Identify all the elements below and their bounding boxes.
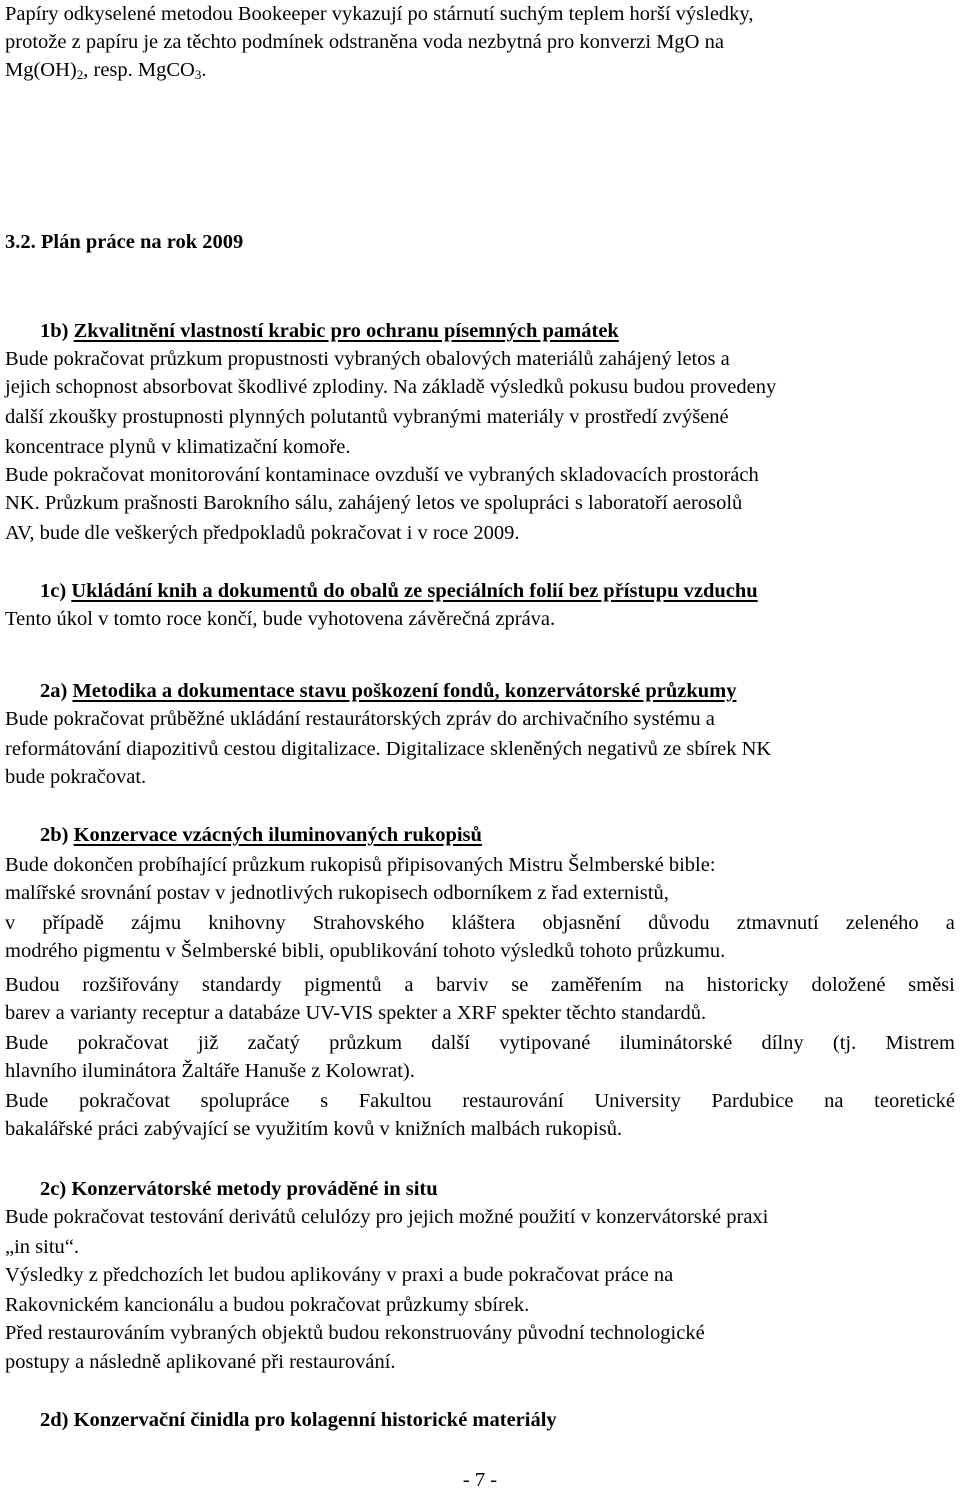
word: rozšiřovány bbox=[82, 974, 180, 996]
word: (tj. bbox=[832, 1032, 857, 1054]
heading-2b bbox=[40, 823, 482, 847]
paragraph-2a-line: reformátování diapozitivů cestou digitalizace. Digitalizace skleněných negativů ze sbírek NK bbox=[5, 738, 772, 760]
intro-line-2: protože z papíru je za těchto podmínek odstraněna voda nezbytná pro konverzi MgO na bbox=[5, 31, 724, 53]
word: historicky bbox=[706, 974, 789, 996]
word: pokračovat bbox=[78, 1090, 171, 1112]
paragraph-1c-line: Tento úkol v tomto roce končí, bude vyhotovena závěrečná zpráva. bbox=[5, 608, 556, 630]
subscript-2: 2 bbox=[76, 67, 84, 82]
heading-title: Konzervace vzácných iluminovaných rukopisů bbox=[73, 824, 482, 846]
heading-2c bbox=[40, 1177, 438, 1201]
heading-1c bbox=[40, 579, 758, 603]
word: Bude bbox=[5, 1090, 49, 1112]
word: knihovny bbox=[208, 912, 286, 934]
paragraph-2c-line: „in situ“. bbox=[5, 1236, 80, 1258]
word: iluminátorské bbox=[619, 1032, 733, 1054]
word: Fakultou bbox=[358, 1090, 432, 1112]
subscript-3: 3 bbox=[194, 67, 202, 82]
heading-title: Zkvalitnění vlastností krabic pro ochranu písemných památek bbox=[73, 320, 619, 342]
paragraph-2b-line: bakalářské práci zabývající se využitím kovů v knižních malbách rukopisů. bbox=[5, 1118, 623, 1140]
paragraph-1b-line: NK. Průzkum prašnosti Barokního sálu, zahájený letos ve spolupráci s laboratoří aerosolů bbox=[5, 492, 743, 514]
section-heading: 3.2. Plán práce na rok 2009 bbox=[5, 231, 244, 253]
word: další bbox=[431, 1032, 470, 1054]
word: zájmu bbox=[130, 912, 182, 934]
word: kláštera bbox=[451, 912, 516, 934]
paragraph-2b-line: barev a varianty receptur a databáze UV-VIS spekter a XRF spekter těchto standardů. bbox=[5, 1002, 707, 1024]
formula-resp: , resp. MgCO bbox=[83, 59, 195, 81]
word: a bbox=[404, 974, 414, 996]
paragraph-2a-line: bude pokračovat. bbox=[5, 766, 147, 788]
paragraph-2b-line: Bude dokončen probíhající průzkum rukopisů připisovaných Mistru Šelmberské bible: bbox=[5, 854, 716, 876]
paragraph-2b-line-justified bbox=[5, 973, 955, 997]
word: Budou bbox=[5, 974, 60, 996]
paragraph-1b-line: Bude pokračovat průzkum propustnosti vybraných obalových materiálů zahájený letos a bbox=[5, 348, 730, 370]
word: objasnění bbox=[542, 912, 621, 934]
paragraph-2c-line: postupy a následně aplikované při restaurování. bbox=[5, 1351, 396, 1373]
paragraph-2b-line: hlavního iluminátora Žaltáře Hanuše z Kolowrat). bbox=[5, 1060, 415, 1082]
word: Bude bbox=[5, 1032, 49, 1054]
word: průzkum bbox=[329, 1032, 403, 1054]
word: na bbox=[664, 974, 685, 996]
heading-title: Metodika a dokumentace stavu poškození fondů, konzervátorské průzkumy bbox=[72, 680, 737, 702]
word: University bbox=[594, 1090, 681, 1112]
word: pokračovat bbox=[77, 1032, 169, 1054]
paragraph-2b-line-justified bbox=[5, 911, 955, 935]
intro-line-3 bbox=[5, 58, 206, 82]
word: pigmentů bbox=[304, 974, 382, 996]
paragraph-2c-line: Výsledky z předchozích let budou aplikovány v praxi a bude pokračovat práce na bbox=[5, 1264, 674, 1286]
word: doložené bbox=[811, 974, 886, 996]
word: teoretické bbox=[874, 1090, 955, 1112]
word: barviv bbox=[436, 974, 489, 996]
paragraph-1b-line: Bude pokračovat monitorování kontaminace ovzduší ve vybraných skladovacích prostorách bbox=[5, 464, 759, 486]
word: již bbox=[197, 1032, 219, 1054]
word: v bbox=[5, 912, 16, 934]
word: začatý bbox=[247, 1032, 300, 1054]
word: Strahovského bbox=[312, 912, 425, 934]
paragraph-1b-line: další zkoušky prostupnosti plynných polutantů vybranými materiály v prostředí zvýšené bbox=[5, 406, 729, 428]
word: s bbox=[320, 1090, 329, 1112]
word: se bbox=[511, 974, 529, 996]
word: směsi bbox=[908, 974, 955, 996]
paragraph-1b-line: AV, bude dle veškerých předpokladů pokračovat i v roce 2009. bbox=[5, 522, 520, 544]
paragraph-2b-line: malířské srovnání postav v jednotlivých rukopisech odborníkem z řad externistů, bbox=[5, 882, 669, 904]
formula-mgoh: Mg(OH) bbox=[5, 59, 77, 81]
word: důvodu bbox=[648, 912, 710, 934]
heading-title: Konzervátorské metody prováděné in situ bbox=[71, 1178, 438, 1200]
word: restaurování bbox=[462, 1090, 564, 1112]
heading-title: Konzervační činidla pro kolagenní historické materiály bbox=[73, 1409, 557, 1431]
paragraph-2a-line: Bude pokračovat průběžné ukládání restaurátorských zpráv do archivačního systému a bbox=[5, 708, 715, 730]
word: standardy bbox=[201, 974, 282, 996]
word: případě bbox=[42, 912, 104, 934]
heading-label: 2b) bbox=[40, 824, 69, 846]
word: vytipované bbox=[499, 1032, 591, 1054]
word: zeleného bbox=[845, 912, 919, 934]
heading-label: 2c) bbox=[40, 1178, 67, 1200]
paragraph-2b-line: modrého pigmentu v Šelmberské bibli, opublikování tohoto výsledků tohoto průzkumu. bbox=[5, 940, 726, 962]
period: . bbox=[201, 59, 207, 81]
heading-2a bbox=[40, 679, 736, 703]
word: dílny bbox=[761, 1032, 804, 1054]
paragraph-2c-line: Rakovnickém kancionálu a budou pokračovat průzkumy sbírek. bbox=[5, 1294, 530, 1316]
paragraph-2b-line-justified bbox=[5, 1089, 955, 1113]
heading-label: 2d) bbox=[40, 1409, 69, 1431]
paragraph-1b-line: jejich schopnost absorbovat škodlivé zplodiny. Na základě výsledků pokusu budou provedeny bbox=[5, 376, 777, 398]
heading-label: 1b) bbox=[40, 320, 69, 342]
word: ztmavnutí bbox=[736, 912, 819, 934]
word: a bbox=[945, 912, 955, 934]
heading-label: 1c) bbox=[40, 580, 67, 602]
heading-label: 2a) bbox=[40, 680, 68, 702]
word: spolupráce bbox=[200, 1090, 290, 1112]
page-number: - 7 - bbox=[462, 1469, 498, 1491]
paragraph-2b-line-justified bbox=[5, 1031, 955, 1055]
paragraph-1b-line: koncentrace plynů v klimatizační komoře. bbox=[5, 436, 351, 458]
word: na bbox=[824, 1090, 844, 1112]
word: Pardubice bbox=[711, 1090, 794, 1112]
heading-1b bbox=[40, 319, 619, 343]
word: zaměřením bbox=[550, 974, 643, 996]
paragraph-2c-line: Před restaurováním vybraných objektů budou rekonstruovány původní technologické bbox=[5, 1322, 705, 1344]
heading-title: Ukládání knih a dokumentů do obalů ze speciálních folií bez přístupu vzduchu bbox=[71, 580, 758, 602]
heading-2d bbox=[40, 1408, 557, 1432]
paragraph-2c-line: Bude pokračovat testování derivátů celulózy pro jejich možné použití v konzervátorské praxi bbox=[5, 1206, 769, 1228]
word: Mistrem bbox=[885, 1032, 955, 1054]
intro-line-1: Papíry odkyselené metodou Bookeeper vykazují po stárnutí suchým teplem horší výsledky, bbox=[5, 3, 754, 25]
